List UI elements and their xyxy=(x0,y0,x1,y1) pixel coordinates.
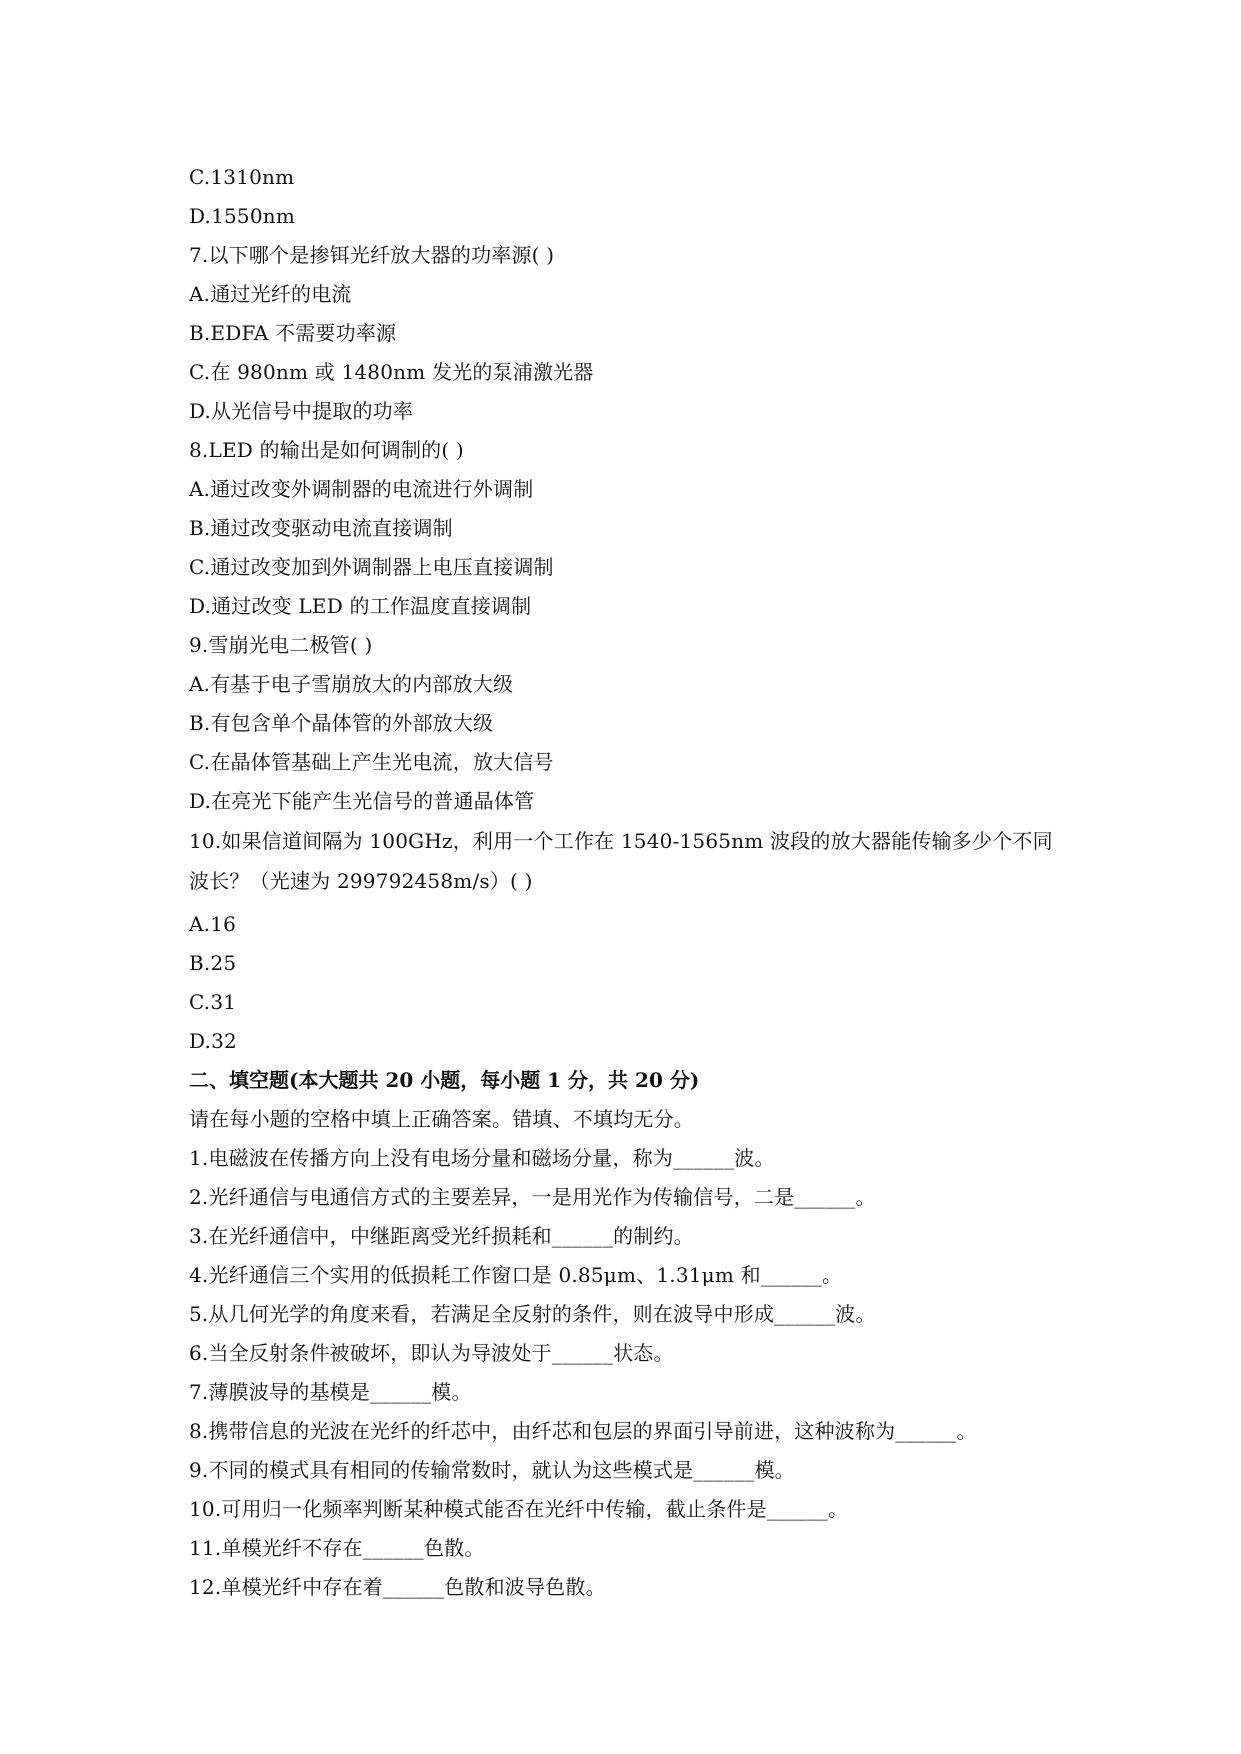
q8-option-b: B.通过改变驱动电流直接调制 xyxy=(189,516,453,540)
q8-option-c: C.通过改变加到外调制器上电压直接调制 xyxy=(189,555,554,579)
fill-item-5: 5.从几何光学的角度来看，若满足全反射的条件，则在波导中形成______波。 xyxy=(189,1302,876,1326)
q8-option-d: D.通过改变 LED 的工作温度直接调制 xyxy=(189,594,532,618)
fill-item-1: 1.电磁波在传播方向上没有电场分量和磁场分量，称为______波。 xyxy=(189,1146,775,1170)
fill-item-11: 11.单模光纤不存在______色散。 xyxy=(189,1536,485,1560)
q9-question: 9.雪崩光电二极管( ) xyxy=(189,633,373,657)
q10-option-c: C.31 xyxy=(189,990,237,1014)
q9-option-d: D.在亮光下能产生光信号的普通晶体管 xyxy=(189,789,535,813)
q9-option-b: B.有包含单个晶体管的外部放大级 xyxy=(189,711,494,735)
fill-item-3: 3.在光纤通信中，中继距离受光纤损耗和______的制约。 xyxy=(189,1224,694,1248)
q10-option-a: A.16 xyxy=(189,912,237,936)
q10-question: 10.如果信道间隔为 100GHz，利用一个工作在 1540-1565nm 波段的放大器能传输多少个不同波长？（光速为 299792458m/s）( ) xyxy=(189,829,1053,893)
q6-option-d: D.1550nm xyxy=(189,204,296,228)
page-content xyxy=(189,158,1069,1607)
fill-item-9: 9.不同的模式具有相同的传输常数时，就认为这些模式是______模。 xyxy=(189,1458,795,1482)
fill-item-6: 6.当全反射条件被破坏，即认为导波处于______状态。 xyxy=(189,1341,674,1365)
fill-section-title: 二、填空题(本大题共 20 小题，每小题 1 分，共 20 分) xyxy=(189,1068,700,1092)
fill-item-4: 4.光纤通信三个实用的低损耗工作窗口是 0.85μm、1.31μm 和______。 xyxy=(189,1263,843,1287)
fill-item-2: 2.光纤通信与电通信方式的主要差异，一是用光作为传输信号，二是______。 xyxy=(189,1185,876,1209)
q9-option-c: C.在晶体管基础上产生光电流，放大信号 xyxy=(189,750,554,774)
q7-option-a: A.通过光纤的电流 xyxy=(189,282,352,306)
q7-option-b: B.EDFA 不需要功率源 xyxy=(189,321,397,345)
fill-item-8: 8.携带信息的光波在光纤的纤芯中，由纤芯和包层的界面引导前进，这种波称为______。 xyxy=(189,1419,977,1443)
q9-option-a: A.有基于电子雪崩放大的内部放大级 xyxy=(189,672,514,696)
q8-option-a: A.通过改变外调制器的电流进行外调制 xyxy=(189,477,534,501)
fill-instruction: 请在每小题的空格中填上正确答案。错填、不填均无分。 xyxy=(189,1107,694,1131)
fill-item-7: 7.薄膜波导的基模是______模。 xyxy=(189,1380,472,1404)
q7-option-c: C.在 980nm 或 1480nm 发光的泵浦激光器 xyxy=(189,360,594,384)
fill-item-12: 12.单模光纤中存在着______色散和波导色散。 xyxy=(189,1575,606,1599)
q10-option-d: D.32 xyxy=(189,1029,237,1053)
q6-option-c: C.1310nm xyxy=(189,165,295,189)
q10-option-b: B.25 xyxy=(189,951,237,975)
q7-option-d: D.从光信号中提取的功率 xyxy=(189,399,414,423)
q7-question: 7.以下哪个是掺铒光纤放大器的功率源( ) xyxy=(189,243,555,267)
fill-item-10: 10.可用归一化频率判断某种模式能否在光纤中传输，截止条件是______。 xyxy=(189,1497,849,1521)
q8-question: 8.LED 的输出是如何调制的( ) xyxy=(189,438,464,462)
